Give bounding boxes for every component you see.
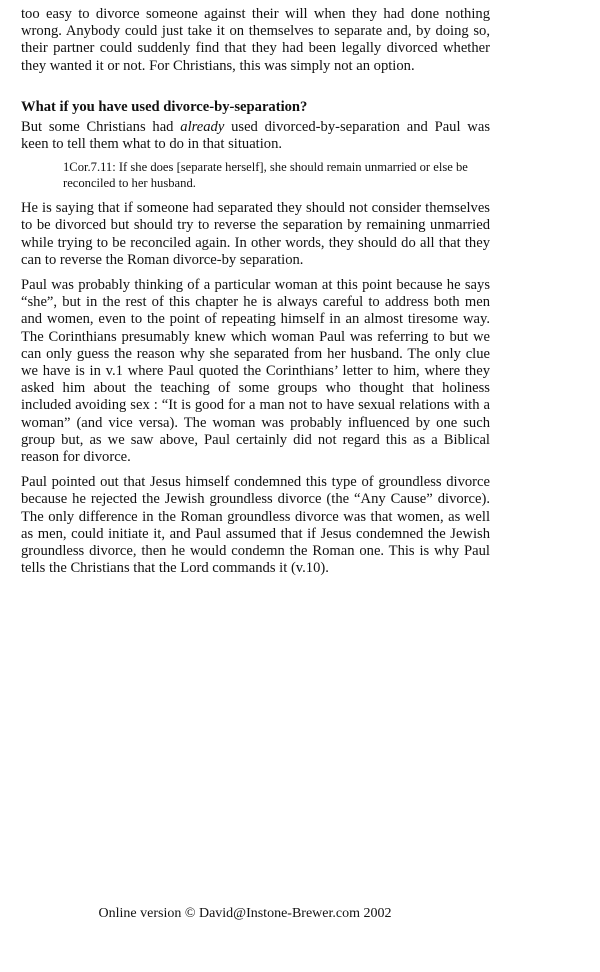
paragraph-particular-woman: Paul was probably thinking of a particular woman at this point because he says “she”, but in the rest of this chapter he is always careful to address both men and women, even to the point of repeating himself in an almost tiresome way. The Corinthians presumably knew which woman Paul was referring to but we can only guess the reason why she separated from her husband. The only clue we have is in v.1 where Paul quoted the Corinthians’ letter to him, where they asked him about the teaching of some groups who thought that holiness included avoiding sex : “It is good for a man not to have sexual relations with a woman” (and vice versa). The woman was probably influenced by one such group but, as we saw above, Paul certainly did not regard this as a Biblical reason for divorce. [21, 277, 490, 466]
paragraph-already-used [21, 119, 490, 153]
paragraph-reconcile: He is saying that if someone had separated they should not consider themselves to be divorced but should try to reverse the separation by remaining unmarried while trying to be reconciled again. In other words, they should do all that they can to reverse the Roman divorce-by separation. [21, 200, 490, 268]
section-heading: What if you have used divorce-by-separation? [21, 98, 308, 115]
paragraph-intro-continued: too easy to divorce someone against their will when they had done nothing wrong. Anybody could just take it on themselves to separate and, by doing so, their partner could suddenly find that they had been legally divorced whether they wanted it or not. For Christians, this was simply not an option. [21, 6, 490, 74]
paragraph-text-start: But some Christians had [21, 118, 181, 135]
scripture-quote: 1Cor.7.11: If she does [separate herself], she should remain unmarried or else be reconciled to her husband. [63, 160, 468, 191]
document-page [21, 6, 490, 577]
paragraph-text-end: used divorced-by-separation and Paul was keen to tell them what to do in that situation. [21, 118, 491, 153]
paragraph-jesus-condemned: Paul pointed out that Jesus himself condemned this type of groundless divorce because he rejected the Jewish groundless divorce (the “Any Cause” divorce). The only difference in the Roman groundless divorce was that women, as well as men, could initiate it, and Paul assumed that if Jesus condemned the Jewish groundless divorce, then he would condemn the Roman one. This is why Paul tells the Christians that the Lord commands it (v.10). [21, 474, 490, 577]
page-footer: Online version © David@Instone-Brewer.com 2002 [98, 906, 392, 921]
emphasis-already: already [180, 118, 225, 135]
